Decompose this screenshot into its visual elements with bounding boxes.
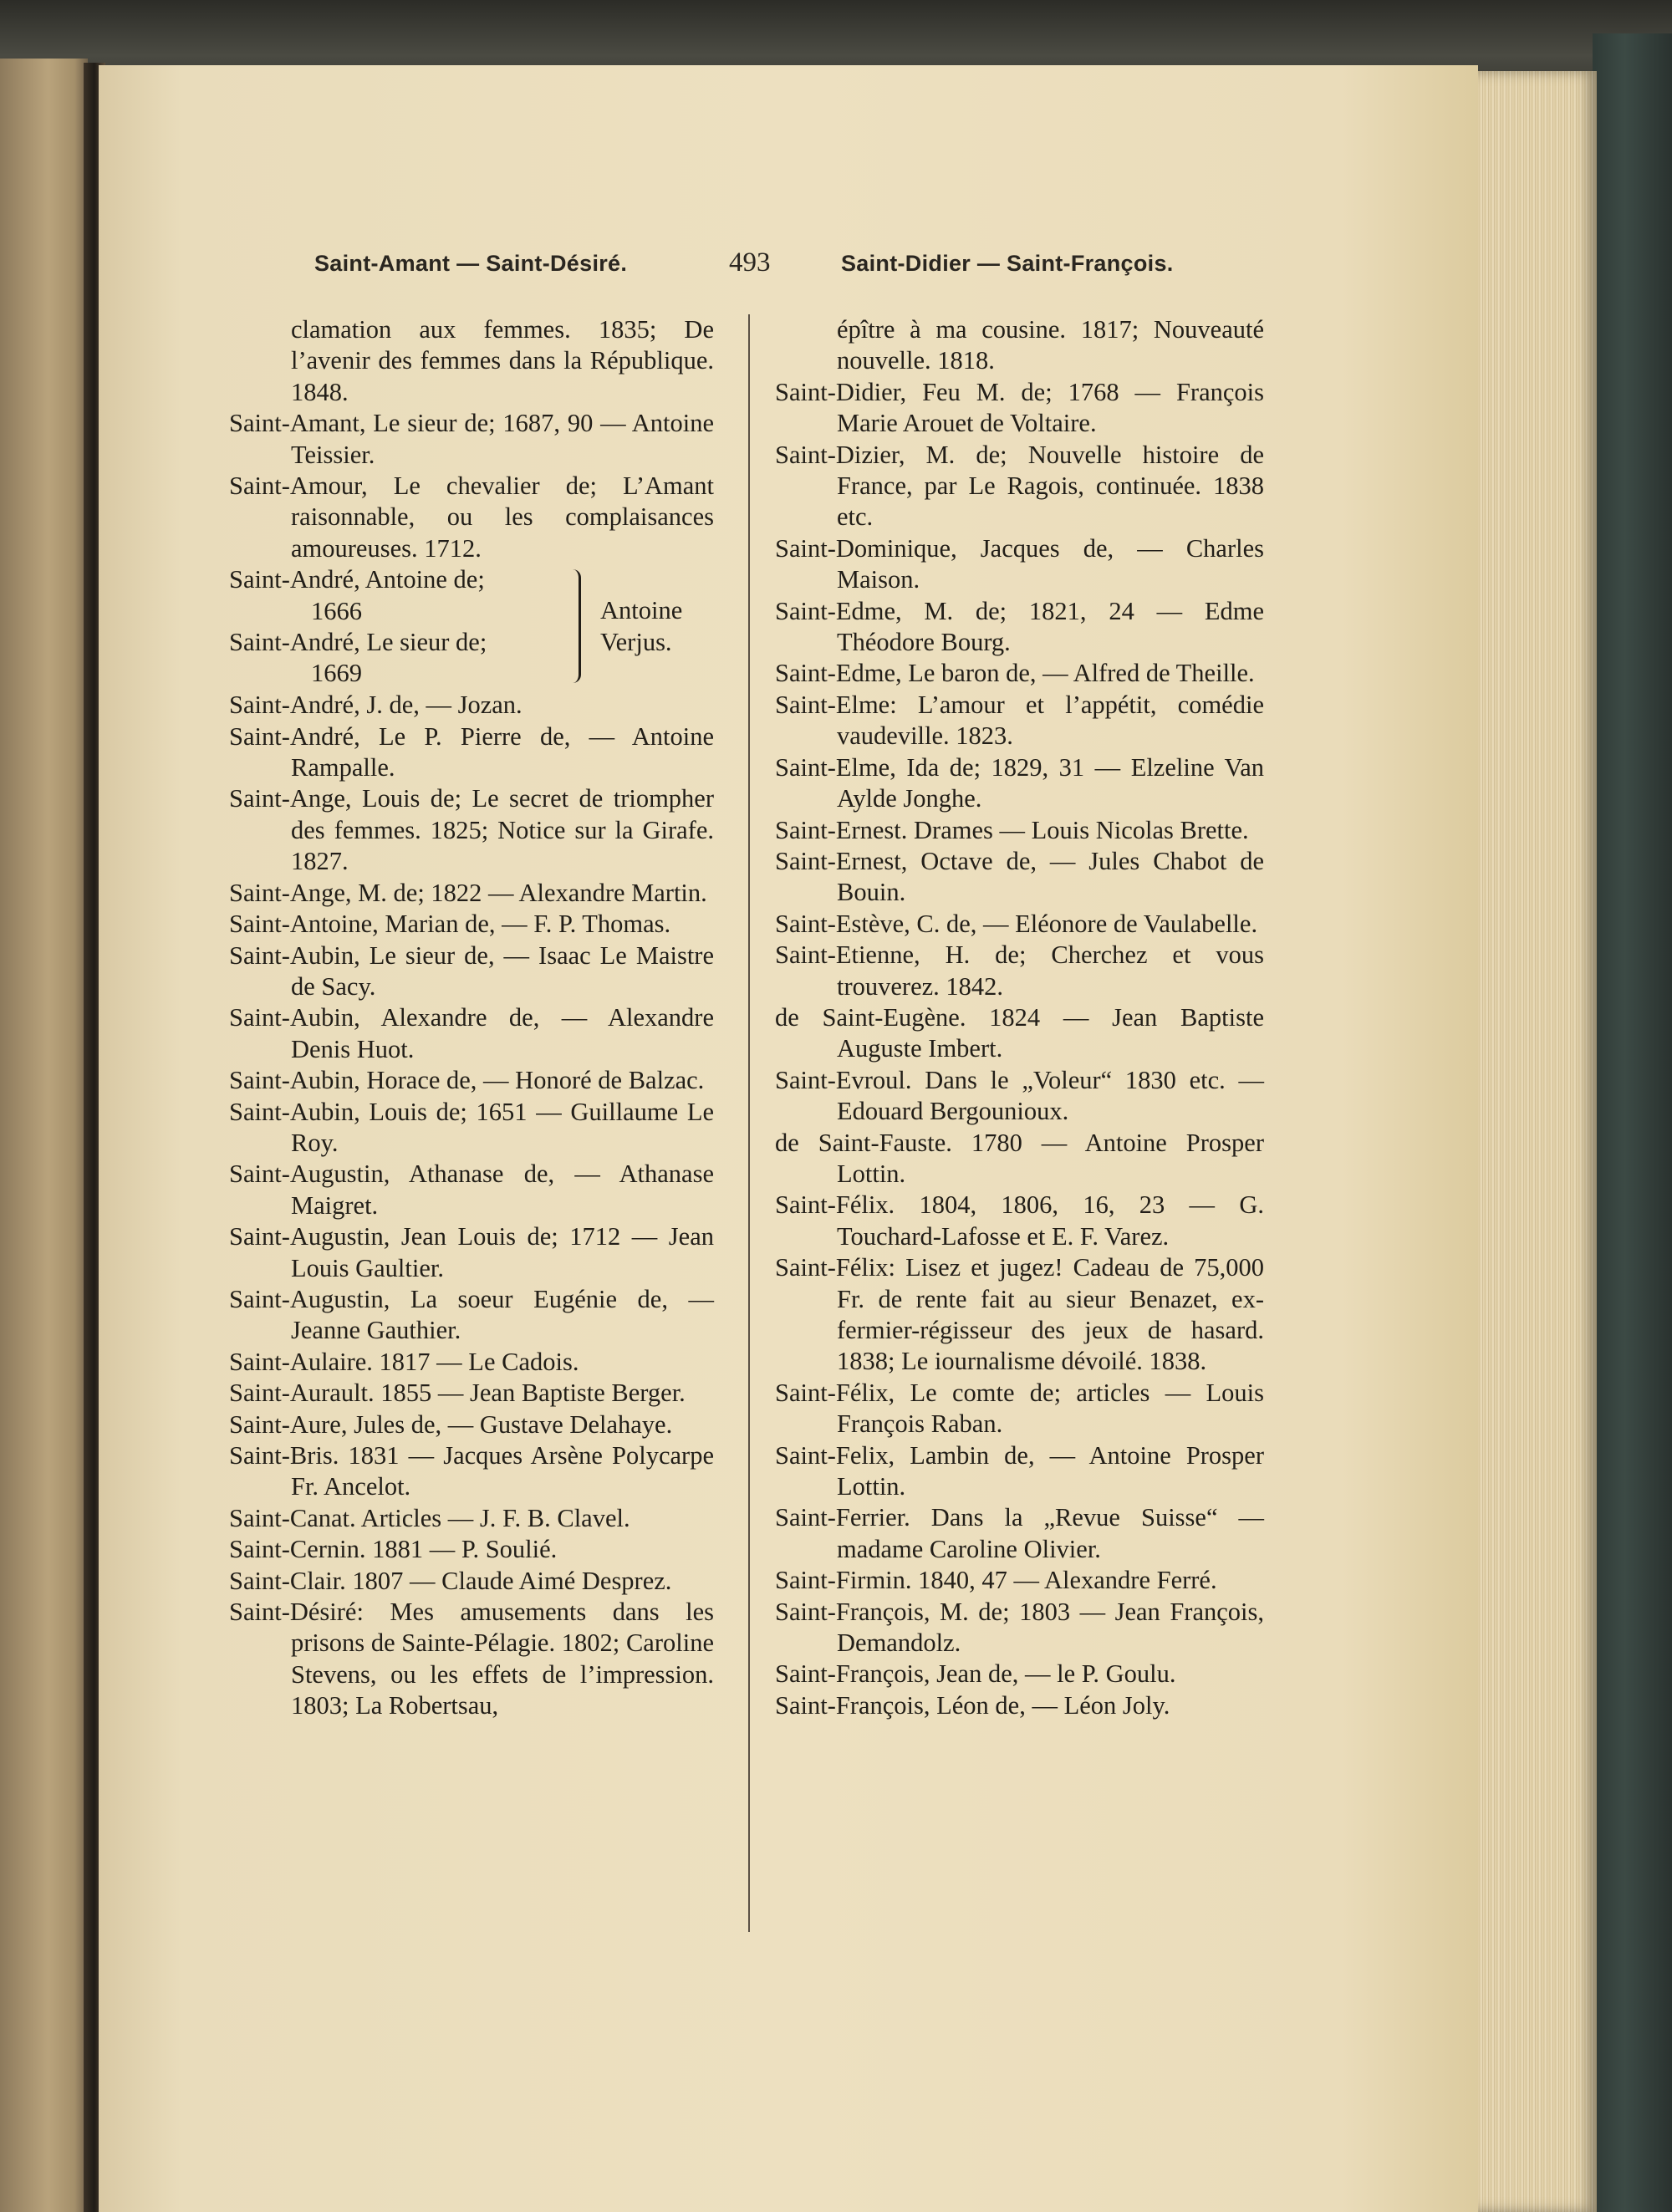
entry: clamation aux femmes. 1835; De l’avenir des femmes dans la République. 1848. [291, 315, 714, 406]
entry: épître à ma cousine. 1817; Nouveauté nouvelle. 1818. [837, 315, 1264, 375]
brace-line: Saint-André, Antoine de; [229, 565, 485, 594]
entry: Saint-Aurault. 1855 — Jean Baptiste Berger. [229, 1379, 686, 1408]
book-cover-edge [1593, 33, 1672, 2212]
entry: de Saint-Eugène. 1824 — Jean Baptiste Auguste Imbert. [775, 1002, 1264, 1063]
entry: Saint-Edme, Le baron de, — Alfred de Theille. [775, 659, 1255, 688]
entry: Saint-Antoine, Marian de, — F. P. Thomas. [229, 910, 671, 939]
entry: Saint-Aubin, Alexandre de, — Alexandre Denis Huot. [229, 1003, 714, 1063]
entry: Saint-Aubin, Horace de, — Honoré de Balzac. [229, 1066, 705, 1095]
entry: Saint-Ferrier. Dans la „Revue Suisse“ — madame Caroline Olivier. [775, 1503, 1264, 1563]
column-rule [748, 314, 750, 1932]
entry: Saint-Félix. 1804, 1806, 16, 23 — G. Touchard-Lafosse et E. F. Varez. [775, 1190, 1264, 1251]
entry: Saint-Désiré: Mes amusements dans les prisons de Sainte-Pélagie. 1802; Caroline Stevens, ou les effets de l’impression. 1803; La Robertsau, [229, 1598, 714, 1720]
entry: Saint-Felix, Lambin de, — Antoine Prosper Lottin. [775, 1440, 1264, 1501]
entry: Saint-François, Jean de, — le P. Goulu. [775, 1659, 1176, 1689]
brace-target-line: Antoine [600, 596, 683, 625]
entry: Saint-Ernest. Drames — Louis Nicolas Brette. [775, 815, 1249, 844]
page-block-edges [1471, 71, 1597, 2212]
entry: Saint-Aubin, Louis de; 1651 — Guillaume Le Roy. [229, 1097, 714, 1157]
entry: Saint-Félix: Lisez et jugez! Cadeau de 75,000 Fr. de rente fait au sieur Benazet, ex-fermier-régisseur des jeux de hasard. 1838; Le iournalisme dévoilé. 1838. [775, 1253, 1264, 1376]
right-column [775, 314, 1264, 1721]
running-head-right: Saint-Didier — Saint-François. [841, 251, 1174, 276]
brace-line: 1666 [311, 596, 362, 625]
page-number: 493 [729, 247, 771, 278]
running-head [0, 247, 1672, 284]
entry: Saint-Elme, Ida de; 1829, 31 — Elzeline Van Aylde Jonghe. [775, 752, 1264, 813]
facing-page-sliver [0, 59, 88, 2212]
entry: Saint-Ange, M. de; 1822 — Alexandre Martin. [229, 878, 707, 907]
entry: Saint-François, Léon de, — Léon Joly. [775, 1690, 1170, 1720]
brace-mark [567, 569, 581, 683]
running-head-left: Saint-Amant — Saint-Désiré. [314, 251, 628, 276]
brace-group [229, 564, 714, 690]
entry: Saint-Ange, Louis de; Le secret de triompher des femmes. 1825; Notice sur la Girafe. 1827. [229, 784, 714, 876]
entry: Saint-Didier, Feu M. de; 1768 — François Marie Arouet de Voltaire. [775, 377, 1264, 438]
entry: Saint-Edme, M. de; 1821, 24 — Edme Théodore Bourg. [775, 596, 1264, 657]
brace-target-line: Verjus. [600, 627, 672, 656]
entry: Saint-Elme: L’amour et l’appétit, comédie vaudeville. 1823. [775, 690, 1264, 751]
entry: Saint-Aure, Jules de, — Gustave Delahaye. [229, 1409, 673, 1439]
entry: Saint-Augustin, La soeur Eugénie de, — Jeanne Gauthier. [229, 1284, 714, 1345]
entry: Saint-Ernest, Octave de, — Jules Chabot de Bouin. [775, 846, 1264, 907]
entry: Saint-Clair. 1807 — Claude Aimé Desprez. [229, 1566, 672, 1595]
brace-target [600, 595, 682, 658]
brace-line: 1669 [311, 659, 362, 688]
entry: Saint-André, J. de, — Jozan. [229, 691, 522, 720]
entry: Saint-André, Le P. Pierre de, — Antoine Rampalle. [229, 721, 714, 782]
entry: Saint-Augustin, Athanase de, — Athanase Maigret. [229, 1160, 714, 1220]
entry: Saint-Amant, Le sieur de; 1687, 90 — Antoine Teissier. [229, 409, 714, 469]
entry: de Saint-Fauste. 1780 — Antoine Prosper Lottin. [775, 1128, 1264, 1188]
left-column [229, 314, 714, 1722]
brace-line: Saint-André, Le sieur de; [229, 628, 487, 657]
entry: Saint-Aubin, Le sieur de, — Isaac Le Maistre de Sacy. [229, 940, 714, 1001]
entry: Saint-Evroul. Dans le „Voleur“ 1830 etc. — Edouard Bergounioux. [775, 1065, 1264, 1126]
entry: Saint-Félix, Le comte de; articles — Louis François Raban. [775, 1378, 1264, 1439]
entry: Saint-Dizier, M. de; Nouvelle histoire de France, par Le Ragois, continuée. 1838 etc. [775, 440, 1264, 532]
entry: Saint-François, M. de; 1803 — Jean François, Demandolz. [775, 1597, 1264, 1658]
entry: Saint-Etienne, H. de; Cherchez et vous trouverez. 1842. [775, 940, 1264, 1001]
entry: Saint-Augustin, Jean Louis de; 1712 — Jean Louis Gaultier. [229, 1222, 714, 1282]
entry: Saint-Canat. Articles — J. F. B. Clavel. [229, 1503, 630, 1532]
entry: Saint-Dominique, Jacques de, — Charles Maison. [775, 533, 1264, 594]
entry: Saint-Bris. 1831 — Jacques Arsène Polycarpe Fr. Ancelot. [229, 1441, 714, 1501]
entry: Saint-Amour, Le chevalier de; L’Amant raisonnable, ou les complaisances amoureuses. 1712. [229, 471, 714, 563]
entry: Saint-Estève, C. de, — Eléonore de Vaulabelle. [775, 909, 1258, 938]
entry: Saint-Cernin. 1881 — P. Soulié. [229, 1535, 558, 1564]
entry: Saint-Firmin. 1840, 47 — Alexandre Ferré. [775, 1566, 1217, 1595]
entry: Saint-Aulaire. 1817 — Le Cadois. [229, 1347, 579, 1376]
